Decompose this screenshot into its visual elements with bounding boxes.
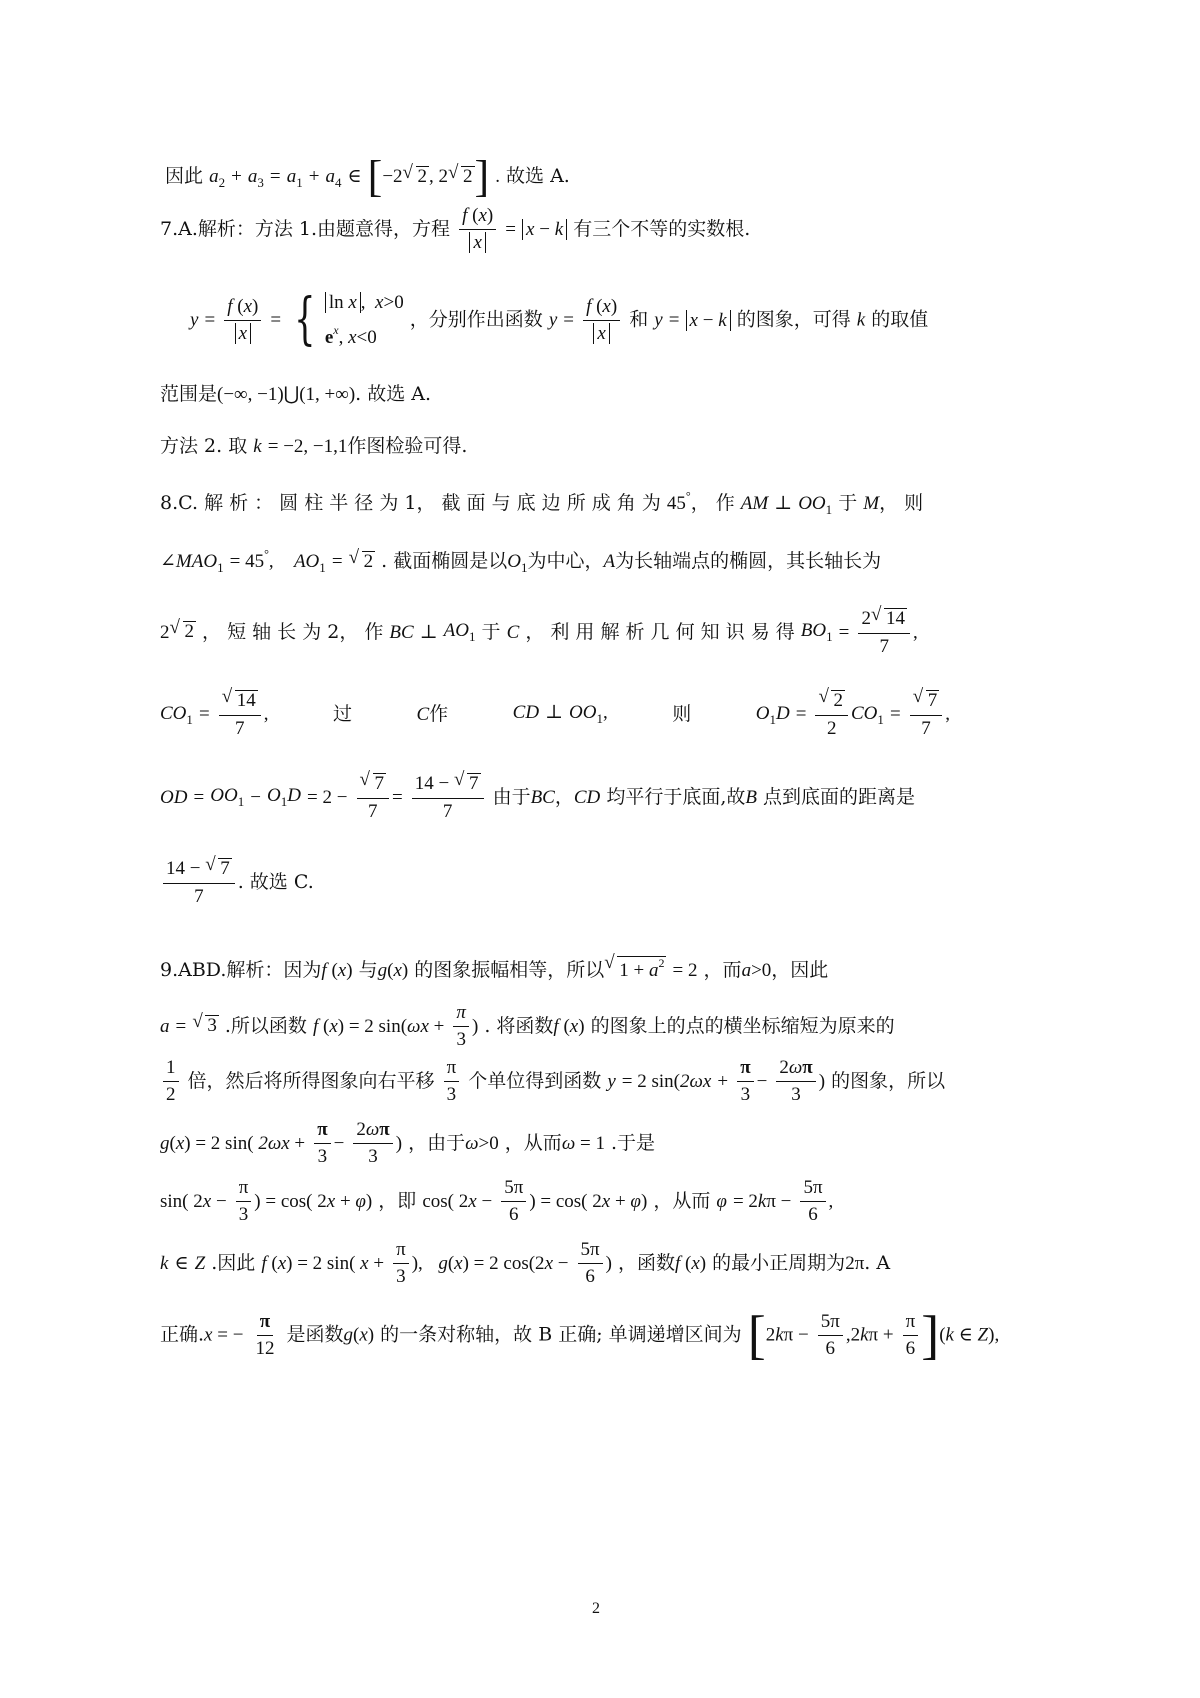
q8-line2: $\angle MAO_1 = 45^\circ$, $AO_1$ = √ 2 . 截面椭圆是以$O_1$为中心，A为长轴端点的椭圆，其长轴长为: [160, 548, 881, 574]
page-number: 2: [592, 1600, 600, 1617]
q7-piecewise: y = $\frac{f (x)}{x}$ = { ln x , x>0 $e^x$, x<0 ，分别作出函数 y = $\frac{f (x)}{x}$ 和 y = x − k 的图象，可得 k 的取值: [190, 287, 929, 352]
q9-line7: 正确.x = − $\frac{\pi}{12}$ 是函数g(x) 的一条对称轴，故 B 正确; 单调递增区间为 [2kπ − $\frac{5\pi}{6}$ ,2kπ + $\frac{\pi}{6}$ ](k ∈ Z),: [160, 1305, 1000, 1365]
q9-line2: a = √ 3 .所以函数 f (x) = 2 sin(ωx + $\frac{\pi}{3}$ ) . 将函数f (x) 的图象上的点的横坐标缩短为原来的: [160, 1003, 895, 1050]
q8-line3: 2√ 2 ， 短 轴 长 为 2， 作 BC ⊥ $AO_1$ 于 C ， 利 用 解 析 几 何 知 识 易 得 $BO_1$ = $\frac{2√ 14}{7}$ ,: [160, 608, 918, 657]
q9-line5: sin( 2x − $\frac{\pi}{3}$ ) = cos( 2x + φ) ，即 cos( 2x − $\frac{5\pi}{6}$ ) = cos( 2x + φ) ，从而 φ = 2kπ − $\frac{5\pi}{6}$ ,: [160, 1177, 834, 1225]
q8-line4: $CO_1$ = √ $\frac{14}{7}$ , 过 C作 CD ⊥ $OO_1$, 则 $O_1D$ = √ $\frac{2}{2}$ $CO_1$ = √ $\frac{7}{7}$ ,: [160, 690, 950, 739]
q9-line6: k ∈ Z .因此 f (x) = 2 sin( x + $\frac{\pi}{3}$ ), g(x) = 2 cos(2x − $\frac{5\pi}{6}$ ) ，函数f (x) 的最小正周期为2π. A: [160, 1239, 891, 1287]
q7-method2: 方法 2. 取 k = −2, −1,1作图检验可得.: [160, 435, 468, 457]
p6-conclusion: 因此 $a_2 + a_3 = a_1 + a_4$ ∈ [−2√ 2 , 2√ 2] . 故选 A.: [165, 155, 570, 199]
q7-range: 范围是(−∞, −1)⋃(1, +∞). 故选 A.: [160, 383, 432, 405]
q9-line1: 9.ABD.解析：因为f (x) 与g(x) 的图象振幅相等，所以√ $1 + a^2 = 2$ ，而a>0，因此: [160, 956, 828, 982]
q9-line3: $\frac{1}{2}$ 倍，然后将所得图象向右平移 $\frac{\pi}{3}$ 个单位得到函数 y = 2 sin(2ωx + $\frac{\pi}{3}$ − $\frac{2\omega\pi}{3}$ ) 的图象，所以: [160, 1058, 945, 1105]
q7-line1: 7.A.解析：方法 1.由题意得，方程 $\frac{f (x)}{x}$ = x − k 有三个不等的实数根.: [160, 205, 751, 253]
q9-line4: g(x) = 2 sin( 2ωx + $\frac{\pi}{3}$ − $\frac{2\omega\pi}{3}$ ) ，由于ω>0 ，从而ω = 1 .于是: [160, 1119, 656, 1167]
q8-line6: $\frac{14 - √ 7}{7}$ . 故选 C.: [160, 858, 314, 907]
q8-line1: 8.C. 解 析 ： 圆 柱 半 径 为 1， 截 面 与 底 边 所 成 角 为 45°， 作 AM ⊥ $OO_1$ 于 M， 则: [160, 489, 924, 517]
q8-line5: OD = $OO_1 - O_1D = 2$ − √ $\frac{7}{7}$ = $\frac{14 - √ 7}{7}$ 由于BC，CD 均平行于底面,故B 点到底面的距离是: [160, 773, 915, 822]
